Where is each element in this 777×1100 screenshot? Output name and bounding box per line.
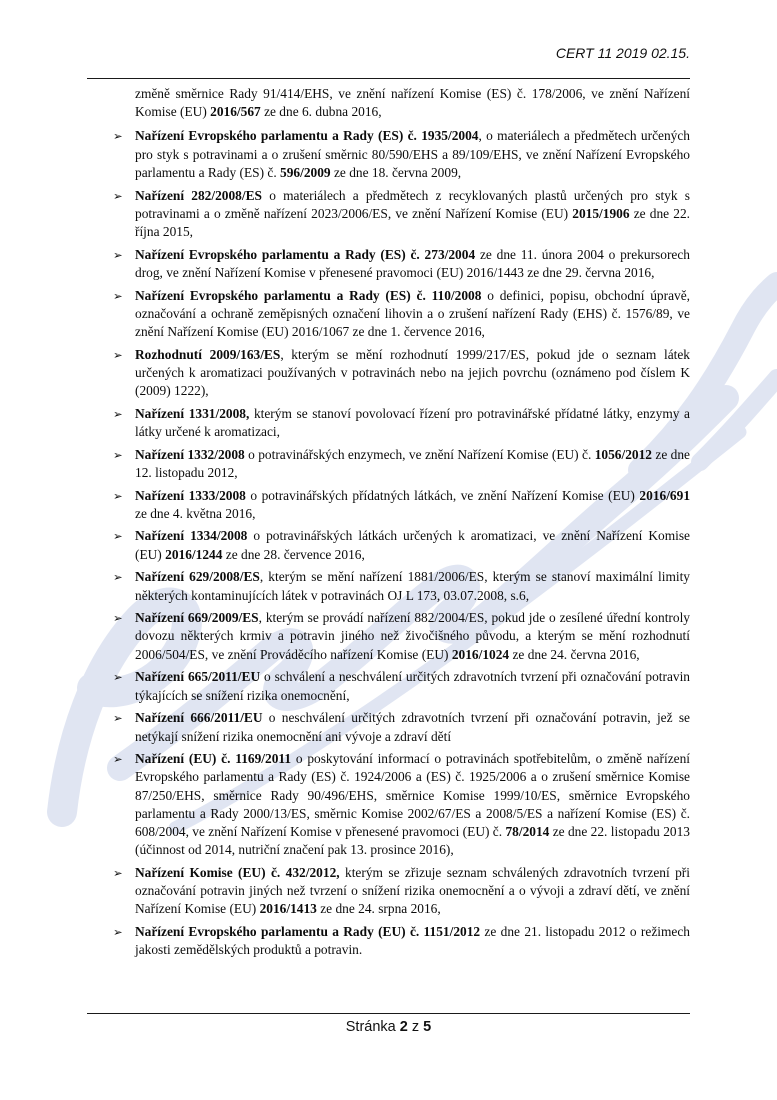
- list-item-text: [135, 446, 690, 482]
- list-item: [113, 668, 690, 704]
- intro-paragraph: [135, 85, 690, 121]
- text-segment: Nařízení Evropského parlamentu a Rady (EU) č. 1151/2012: [135, 924, 481, 940]
- text-segment: o potravinářských enzymech, ve znění Nařízení Komise (EU) č.: [244, 446, 595, 462]
- header-rule: [87, 78, 690, 79]
- footer-page-label: Stránka: [345, 1019, 396, 1035]
- list-item-text: [135, 487, 690, 523]
- arrow-bullet-icon: ➢: [113, 347, 123, 362]
- text-segment: ze dne 22. listopadu 2013 (účinnost od 2014, nutriční značení pak 13. prosince 2016),: [135, 824, 690, 858]
- list-item: [113, 405, 690, 441]
- text-segment: Nařízení Evropského parlamentu a Rady (ES) č. 110/2008: [135, 287, 482, 303]
- list-item-text: [135, 527, 690, 563]
- text-segment: Nařízení 1334/2008: [135, 528, 248, 544]
- text-segment: 1056/2012: [594, 446, 652, 462]
- list-item: [113, 527, 690, 563]
- text-segment: ze dne 22. října 2015,: [135, 205, 690, 239]
- arrow-bullet-icon: ➢: [113, 288, 123, 303]
- text-segment: Nařízení 666/2011/EU: [135, 710, 263, 726]
- list-item-text: [135, 346, 690, 401]
- text-segment: 2016/1024: [451, 646, 510, 662]
- list-item-text: [135, 568, 690, 604]
- text-segment: ze dne 28. července 2016,: [222, 546, 365, 562]
- text-segment: 2015/1906: [572, 205, 630, 221]
- text-segment: Nařízení Komise (EU) č. 432/2012,: [135, 864, 340, 880]
- list-item-text: [135, 864, 690, 919]
- arrow-bullet-icon: ➢: [113, 188, 123, 203]
- list-item: [113, 487, 690, 523]
- regulation-list: [87, 127, 690, 959]
- text-segment: Nařízení 282/2008/ES: [135, 187, 262, 203]
- list-item-text: [135, 187, 690, 242]
- arrow-bullet-icon: ➢: [113, 752, 123, 767]
- text-segment: o materiálech a předmětech z recyklovaných plastů určených pro styk s potravinami a o změně nařízení 2023/2006/ES, ve znění Nařízení Komise (EU): [135, 187, 690, 221]
- text-segment: , kterým se mění rozhodnutí 1999/217/ES, pokud jde o seznam látek určených k aromatizaci používaných v potravinách nebo na jejich povrchu (oznámeno pod číslem K (2009) 1222),: [135, 346, 690, 399]
- text-segment: 78/2014: [505, 824, 550, 840]
- text-segment: 596/2009: [280, 164, 331, 180]
- text-segment: Nařízení 1331/2008,: [135, 405, 250, 421]
- text-segment: o potravinářských látkách určených k aromatizaci, ve znění Nařízení Komise (EU): [135, 528, 690, 562]
- footer-total-pages: 5: [423, 1019, 432, 1035]
- footer-separator: z: [411, 1019, 420, 1035]
- footer-page-number: 2: [399, 1019, 408, 1035]
- text-segment: ze dne 18. června 2009,: [330, 164, 462, 180]
- text-segment: o schválení a neschválení určitých zdravotních tvrzení při označování potravin týkajících se snížení rizika onemocnění,: [135, 669, 690, 703]
- list-item-text: [135, 405, 690, 441]
- text-segment: , o materiálech a předmětech určených pro styk s potravinami a o zrušení směrnic 80/590/EHS a 89/109/EHS, ve znění Nařízení Evropského parlamentu a Rady (ES) č.: [135, 128, 691, 180]
- arrow-bullet-icon: ➢: [113, 529, 123, 544]
- arrow-bullet-icon: ➢: [113, 406, 123, 421]
- text-segment: , kterým se mění nařízení 1881/2006/ES, kterým se stanoví maximální limity některých kontaminujících látek v potravinách OJ L 173, 03.07.2008, s.6,: [135, 569, 690, 603]
- arrow-bullet-icon: ➢: [113, 129, 123, 144]
- text-segment: ze dne 24. srpna 2016,: [316, 901, 441, 917]
- text-segment: Nařízení 665/2011/EU: [135, 669, 261, 685]
- list-item: [113, 923, 690, 959]
- arrow-bullet-icon: ➢: [113, 865, 123, 880]
- text-segment: ze dne 6. dubna 2016,: [260, 104, 382, 120]
- text-segment: Nařízení Evropského parlamentu a Rady (ES) č. 1935/2004: [135, 128, 479, 144]
- text-segment: 2016/691: [639, 487, 691, 503]
- page-header: [0, 0, 777, 61]
- text-segment: kterým se zřizuje seznam schválených zdravotních tvrzení při označování potravin jiných než tvrzení o snížení rizika onemocnění a o vývoji a zdraví dětí, ve znění Nařízení Komise (EU): [135, 864, 690, 917]
- list-item: [113, 609, 690, 664]
- text-segment: Nařízení 629/2008/ES: [135, 569, 260, 585]
- text-segment: kterým se stanoví povolovací řízení pro potravinářské přídatné látky, enzymy a látky určené k aromatizaci,: [135, 405, 690, 439]
- list-item-text: [135, 750, 690, 859]
- arrow-bullet-icon: ➢: [113, 670, 123, 685]
- text-segment: 2016/1244: [165, 546, 223, 562]
- text-segment: 2016/567: [210, 104, 261, 120]
- text-segment: ze dne 21. listopadu 2012 o režimech jakosti zemědělských produktů a potravin.: [135, 924, 690, 958]
- list-item-text: [135, 246, 690, 282]
- arrow-bullet-icon: ➢: [113, 247, 123, 262]
- list-item: [113, 287, 690, 342]
- list-item-text: [135, 609, 690, 664]
- text-segment: Rozhodnutí 2009/163/ES: [135, 346, 281, 362]
- arrow-bullet-icon: ➢: [113, 488, 123, 503]
- text-segment: Nařízení 1333/2008: [135, 487, 246, 503]
- list-item-text: [135, 668, 690, 704]
- text-segment: Nařízení (EU) č. 1169/2011: [135, 751, 292, 767]
- arrow-bullet-icon: ➢: [113, 925, 123, 940]
- list-item: [113, 127, 690, 182]
- text-segment: , kterým se provádí nařízení 882/2004/ES, pokud jde o zesílené úřední kontroly dovozu některých krmiv a potravin jiného než živočišného původu, a kterým se mění rozhodnutí 2006/504/ES, ve znění Prováděcího nařízení Komise (EU): [135, 610, 690, 662]
- text-segment: o neschválení určitých zdravotních tvrzení při označování potravin, jež se netýkají snížení rizika onemocnění ani vývoje a zdraví dětí: [135, 710, 690, 744]
- list-item-text: [135, 287, 690, 342]
- list-item: [113, 709, 690, 745]
- text-segment: ze dne 11. února 2004 o prekursorech drog, ve znění Nařízení Komise v přenesené pravomoci (EU) 2016/1443 ze dne 29. června 2016,: [135, 246, 690, 280]
- list-item: [113, 568, 690, 604]
- arrow-bullet-icon: ➢: [113, 570, 123, 585]
- text-segment: o definici, popisu, obchodní úpravě, označování a ochraně zeměpisných označení lihovin a o zrušení nařízení Rady (EHS) č. 1576/89, ve znění Nařízení Komise (EU) 2016/1067 ze dne 1. července 2016,: [135, 287, 691, 339]
- text-segment: změně směrnice Rady 91/414/EHS, ve znění nařízení Komise (ES) č. 178/2006, ve znění Nařízení Komise (EU): [135, 86, 690, 120]
- text-segment: Nařízení 669/2009/ES: [135, 610, 259, 626]
- document-body: [87, 85, 690, 959]
- list-item: [113, 864, 690, 919]
- list-item: [113, 187, 690, 242]
- text-segment: ze dne 4. května 2016,: [135, 505, 256, 521]
- arrow-bullet-icon: ➢: [113, 611, 123, 626]
- document-code: CERT 11 2019 02.15.: [555, 45, 690, 61]
- arrow-bullet-icon: ➢: [113, 447, 123, 462]
- text-segment: o poskytování informací o potravinách spotřebitelům, o změně nařízení Evropského parlamentu a Rady (ES) č. 1924/2006 a (ES) č. 1925/2006 a o zrušení směrnice Komise 87/250/EHS, směrnice Rady 90/496/EHS, směrnice Komise 1999/10/ES, směrnice Evropského parlamentu a Rady 2000/13/ES, směrnic Komise 2002/67/ES a 2008/5/ES a nařízení Komise (ES) č. 608/2004, ve znění Nařízení Komise v přenesené pravomoci (EU) č.: [135, 751, 690, 840]
- list-item: [113, 246, 690, 282]
- list-item: [113, 346, 690, 401]
- text-segment: Nařízení Evropského parlamentu a Rady (ES) č. 273/2004: [135, 246, 476, 262]
- list-item-text: [135, 127, 690, 182]
- list-item-text: [135, 923, 690, 959]
- text-segment: Nařízení 1332/2008: [135, 446, 245, 462]
- text-segment: ze dne 12. listopadu 2012,: [135, 446, 691, 480]
- text-segment: ze dne 24. června 2016,: [509, 646, 640, 662]
- list-item: [113, 750, 690, 859]
- page-footer: [87, 1013, 690, 1035]
- text-segment: o potravinářských přídatných látkách, ve znění Nařízení Komise (EU): [245, 487, 640, 503]
- text-segment: 2016/1413: [259, 901, 317, 917]
- list-item-text: [135, 709, 690, 745]
- list-item: [113, 446, 690, 482]
- arrow-bullet-icon: ➢: [113, 711, 123, 726]
